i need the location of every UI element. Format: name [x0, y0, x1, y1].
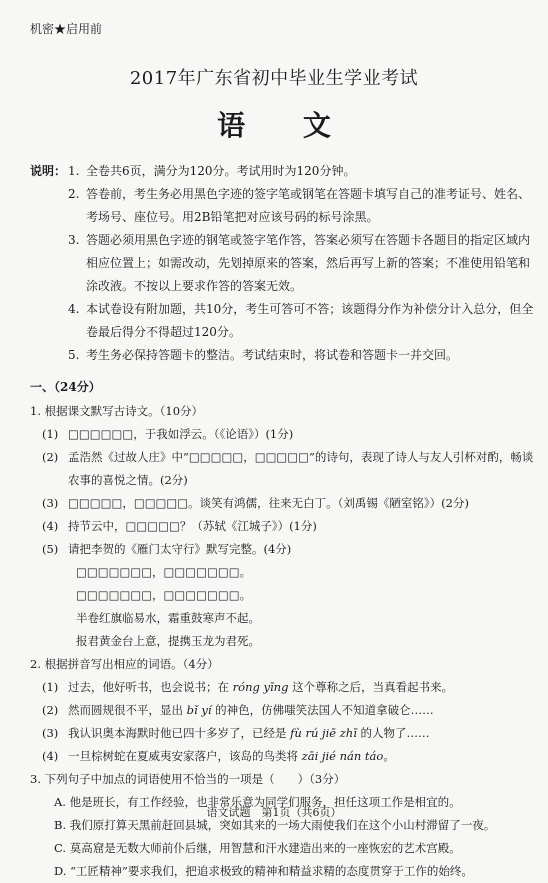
instructions-label: 说明：: [30, 164, 67, 178]
instruction-item: [30, 344, 540, 367]
instruction-number: 1.: [68, 164, 80, 178]
instruction-number: 2.: [68, 187, 80, 201]
question-3-stem: 3. 下列句子中加点的词语使用不恰当的一项是（ ）（3分）: [30, 772, 346, 786]
question-1-item: (1) □□□□□□，于我如浮云。（《论语》）(1分): [42, 427, 294, 441]
question-2-stem: 2. 根据拼音写出相应的词语。（4分）: [30, 657, 219, 671]
instruction-text: 答卷前，考生务必用黑色字迹的签字笔或钢笔在答题卡填写自己的准考证号、姓名、考场号、座位号。用2B铅笔把对应该号码的标号涂黑。: [86, 187, 531, 224]
question-3-option: C. 莫高窟是无数大师前仆后继，用智慧和汗水建造出来的一座恢宏的艺术宫殿。: [54, 841, 461, 855]
instructions: [30, 160, 540, 367]
question-2-item: (2) 然而圆规很不平，显出 bǐ yí 的神色，仿佛嗤笑法国人不知道拿破仑……: [42, 703, 434, 717]
poem-line: □□□□□□□，□□□□□□□。: [76, 588, 252, 602]
instruction-text: 考生务必保持答题卡的整洁。考试结束时，将试卷和答题卡一并交回。: [86, 348, 459, 362]
instruction-number: 4.: [68, 302, 80, 316]
poem-line: 半卷红旗临易水，霜重鼓寒声不起。: [76, 611, 260, 625]
instruction-item: [30, 298, 540, 344]
pinyin: zāi jié nán táo: [301, 749, 384, 763]
instruction-number: 3.: [68, 233, 80, 247]
subject-title: 语 文: [217, 109, 355, 142]
question-1-item: (2) 孟浩然《过故人庄》中“□□□□□，□□□□□”的诗句，表现了诗人与友人引杯对酌，畅谈农事的喜悦之情。(2分): [42, 450, 534, 487]
question-1-stem: 1. 根据课文默写古诗文。（10分）: [30, 404, 204, 418]
page-footer: 语文试题 第1页（共6页）: [206, 806, 342, 819]
instruction-text: 全卷共6页，满分为120分。考试用时为120分钟。: [86, 164, 356, 178]
poem-line: 报君黄金台上意，提携玉龙为君死。: [76, 634, 260, 648]
question-1-item: (5) 请把李贺的《雁门太守行》默写完整。(4分): [42, 542, 292, 556]
question-1-item: (3) □□□□□，□□□□□。谈笑有鸿儒，往来无白丁。（刘禹锡《陋室铭》）(2分): [42, 496, 469, 510]
instruction-text: 答题必须用黑色字迹的钢笔或签字笔作答，答案必须写在答题卡各题目的指定区域内相应位置上；如需改动，先划掉原来的答案，然后再写上新的答案；不准使用铅笔和涂改液。不按以上要求作答的答案无效。: [86, 233, 531, 293]
instruction-text: 本试卷设有附加题，共10分，考生可答可不答；该题得分作为补偿分计入总分，但全卷最后得分不得超过120分。: [86, 302, 534, 339]
question-3-option: B. 我们原打算天黑前赶回县城，突如其来的一场大雨使我们在这个小山村滞留了一夜。: [54, 818, 496, 832]
question-2-item: (4) 一旦棕树蛇在夏威夷安家落户，该岛的鸟类将 zāi jié nán táo。: [42, 749, 395, 763]
question-1-item: (4) 持节云中，□□□□□？（苏轼《江城子》）(1分): [42, 519, 317, 533]
pinyin: bǐ yí: [186, 703, 212, 717]
section-heading: 一、（24分）: [30, 380, 101, 394]
exam-title: 2017年广东省初中毕业生学业考试: [129, 68, 419, 89]
instruction-item: [30, 160, 540, 183]
poem-line: □□□□□□□，□□□□□□□。: [76, 565, 252, 579]
pinyin: róng yīng: [232, 680, 289, 694]
question-3-option: A. 他是班长，有工作经验，也非常乐意为同学们服务，担任这项工作是相宜的。: [54, 795, 461, 809]
instruction-item: [30, 183, 540, 229]
confidential-label: 机密★启用前: [30, 22, 103, 36]
instruction-number: 5.: [68, 348, 80, 362]
instruction-item: [30, 229, 540, 298]
question-3-option: D. “工匠精神”要求我们，把追求极致的精神和精益求精的态度贯穿于工作的始终。: [54, 864, 473, 878]
question-2-item: (3) 我认识奥本海默时他已四十多岁了，已经是 fù rú jiē zhī 的人物了……: [42, 726, 430, 740]
question-2-item: (1) 过去，他好听书，也会说书；在 róng yīng 这个尊称之后，当真看起书来。: [42, 680, 454, 694]
pinyin: fù rú jiē zhī: [290, 726, 357, 740]
